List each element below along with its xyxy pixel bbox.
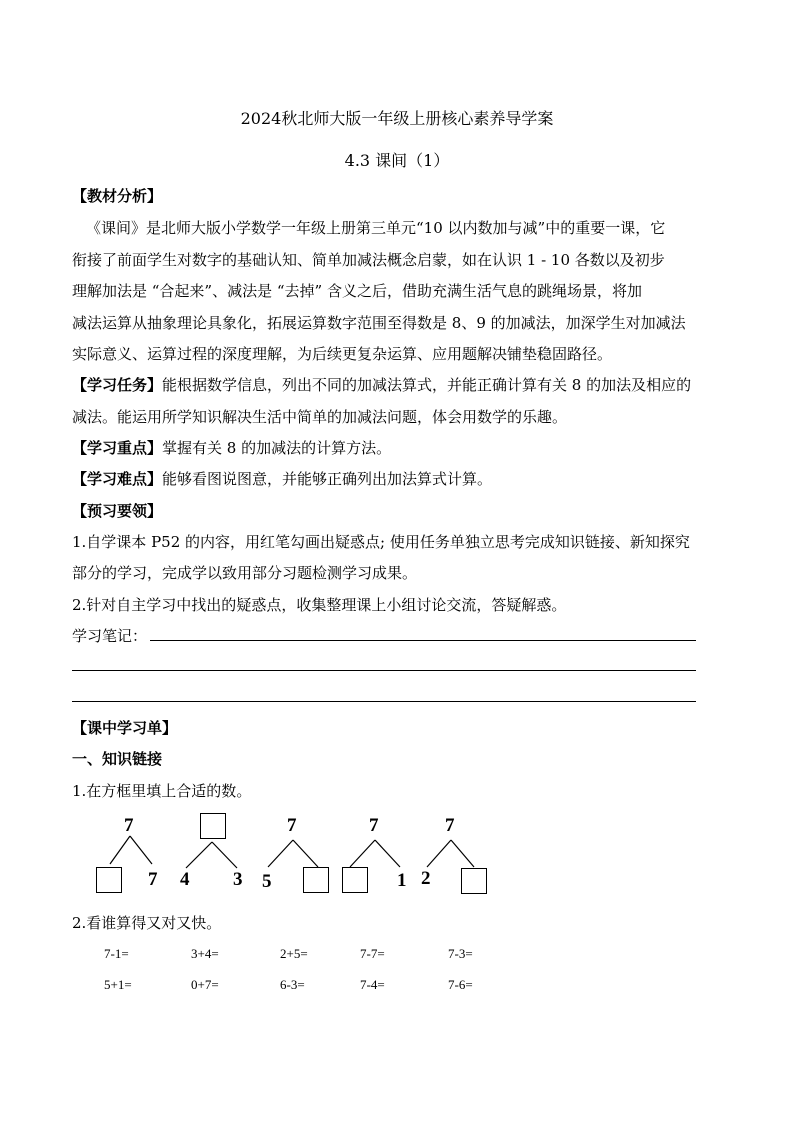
- lesson-subtitle: 4.3 课间（1）: [344, 151, 450, 170]
- equation-2-3: 6-3=: [280, 977, 305, 992]
- analysis-line-1: 《课间》是北师大版小学数学一年级上册第三单元“10 以内数加与减”中的重要一课，它: [86, 219, 666, 237]
- tree-2-top-box[interactable]: [200, 813, 226, 839]
- analysis-line-5: 实际意义、运算过程的深度理解，为后续更复杂运算、应用题解决铺垫稳固路径。: [72, 345, 613, 363]
- preview-item-1-line-1: 1.自学课本 P52 的内容，用红笔勾画出疑惑点; 使用任务单独立思考完成知识链接、新知探究: [72, 533, 690, 551]
- equation-1-3: 2+5=: [280, 946, 308, 961]
- tree-5-right-box[interactable]: [461, 868, 487, 894]
- equation-1-4: 7-7=: [360, 946, 385, 961]
- equation-2-2: 0+7=: [191, 977, 219, 992]
- tree-2-left: 4: [180, 869, 190, 890]
- question-2: 2.看谁算得又对又快。: [72, 914, 222, 932]
- tree-5-left: 2: [421, 868, 431, 889]
- tree-3-right-box[interactable]: [303, 867, 329, 893]
- section-knowledge-link: 一、知识链接: [72, 750, 163, 768]
- analysis-header: 【教材分析】: [72, 187, 163, 205]
- task-header: 【学习任务】: [72, 376, 163, 394]
- tree-4-top: 7: [369, 815, 379, 836]
- tree-5-top: 7: [445, 815, 455, 836]
- difficulty-text: 能够看图说图意，并能够正确列出加法算式计算。: [162, 470, 493, 488]
- tree-3-left: 5: [262, 871, 272, 892]
- analysis-line-4: 减法运算从抽象理论具象化，拓展运算数字范围至得数是 8、9 的加减法，加深学生对加减法: [72, 314, 686, 332]
- key-header: 【学习重点】: [72, 439, 163, 457]
- class-header: 【课中学习单】: [72, 719, 178, 737]
- task-line-1: 能根据数学信息，列出不同的加减法算式，并能正确计算有关 8 的加法及相应的: [162, 376, 692, 394]
- equation-2-4: 7-4=: [360, 977, 385, 992]
- tree-1-top: 7: [124, 815, 134, 836]
- tree-3-top: 7: [287, 815, 297, 836]
- equation-2-5: 7-6=: [448, 977, 473, 992]
- analysis-line-2: 衔接了前面学生对数字的基础认知、简单加减法概念启蒙，如在认识 1 - 10 各数以及初步: [72, 251, 665, 269]
- preview-item-2: 2.针对自主学习中找出的疑惑点，收集整理课上小组讨论交流，答疑解惑。: [72, 596, 567, 614]
- tree-1-right: 7: [148, 869, 158, 890]
- notes-label: 学习笔记：: [72, 627, 148, 645]
- tree-4-left-box[interactable]: [342, 867, 368, 893]
- equation-2-1: 5+1=: [104, 977, 132, 992]
- analysis-line-3: 理解加法是 “合起来”、减法是 “去掉” 含义之后，借助充满生活气息的跳绳场景，将加: [72, 282, 642, 300]
- task-line-2: 减法。能运用所学知识解决生活中简单的加减法问题，体会用数学的乐趣。: [72, 408, 568, 426]
- preview-item-1-line-2: 部分的学习，完成学以致用部分习题检测学习成果。: [72, 564, 418, 582]
- tree-1-left-box[interactable]: [96, 867, 122, 893]
- key-text: 掌握有关 8 的加减法的计算方法。: [162, 439, 392, 457]
- equation-1-5: 7-3=: [448, 946, 473, 961]
- difficulty-header: 【学习难点】: [72, 470, 163, 488]
- document-title: 2024秋北师大版一年级上册核心素养导学案: [240, 109, 554, 128]
- tree-2-right: 3: [233, 869, 243, 890]
- question-1: 1.在方框里填上合适的数。: [72, 782, 252, 800]
- equation-1-2: 3+4=: [191, 946, 219, 961]
- preview-header: 【预习要领】: [72, 502, 163, 520]
- equation-1-1: 7-1=: [104, 946, 129, 961]
- tree-4-right: 1: [397, 870, 407, 891]
